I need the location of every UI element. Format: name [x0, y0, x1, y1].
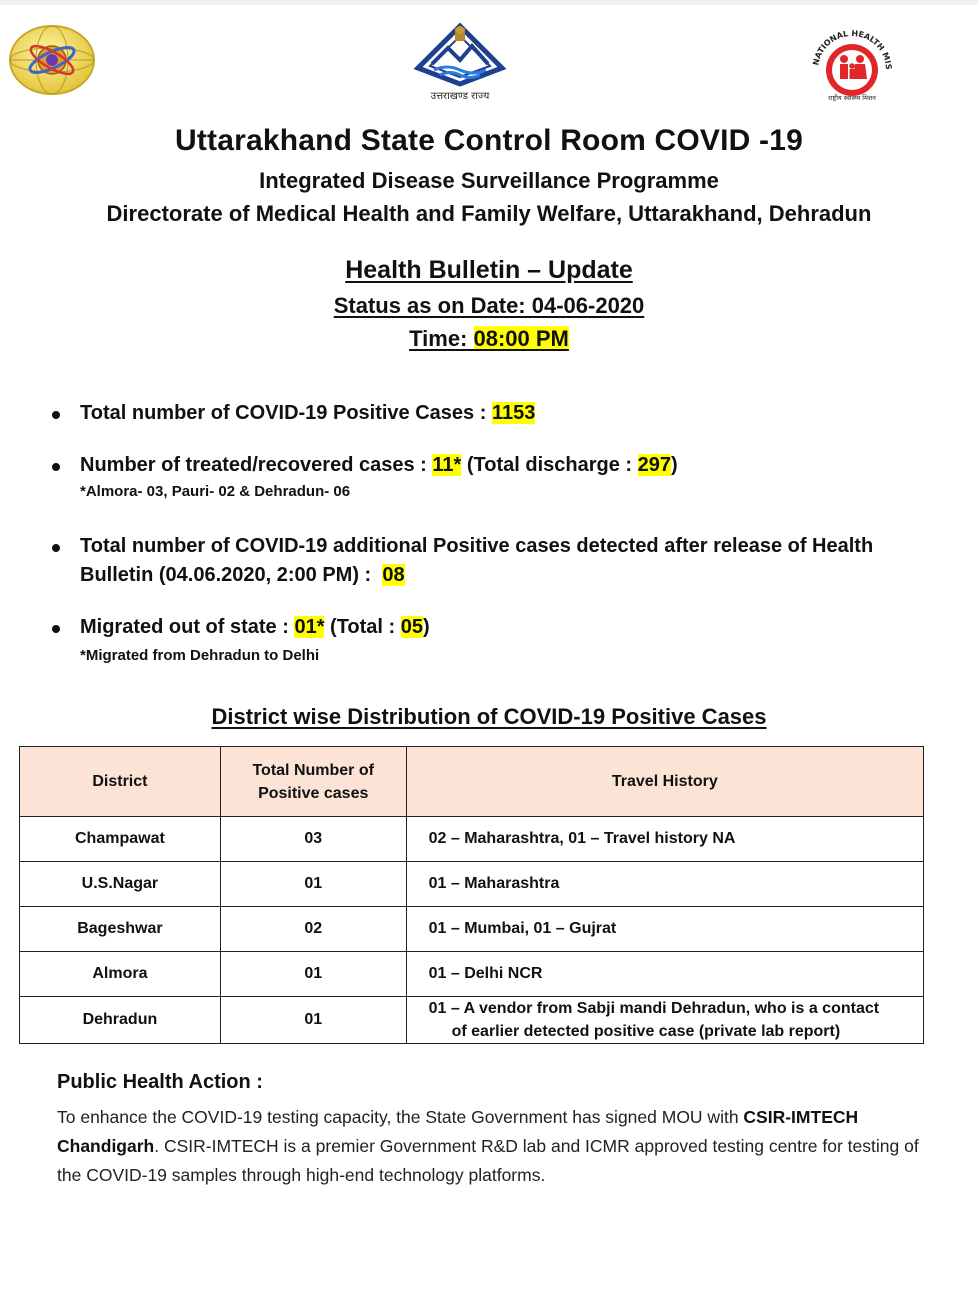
cell-district: U.S.Nagar: [20, 862, 221, 907]
state-caption: उत्तराखण्ड राज्य: [430, 91, 490, 102]
header-total: [220, 747, 406, 817]
stat-positive: [80, 402, 535, 425]
bullet-icon: [52, 544, 60, 552]
stat-positive-label: Total number of COVID-19 Positive Cases :: [80, 402, 492, 424]
nhm-emblem-icon: [804, 26, 900, 102]
header-travel: Travel History: [406, 747, 923, 817]
bulletin-time: [0, 326, 978, 352]
cell-count: 03: [220, 817, 406, 862]
stat-migrated: [80, 616, 430, 639]
public-health-text-bold: CSIR-IMTECH Chandigarh: [57, 1107, 859, 1156]
stat-discharge-close: ): [671, 454, 678, 476]
stat-discharge-value: 297: [637, 454, 672, 476]
bulletin-heading: [0, 256, 978, 285]
table-row: [20, 862, 924, 907]
table-header-row: [20, 747, 924, 817]
stat-additional-label: Bulletin (04.06.2020, 2:00 PM) :: [80, 564, 383, 586]
cell-travel: 01 – Delhi NCR: [406, 952, 923, 997]
nhm-caption: राष्ट्रीय स्वास्थ्य मिशन: [828, 94, 876, 102]
stat-migrated-label: Migrated out of state :: [80, 616, 295, 638]
stat-migrated-close: ): [423, 616, 430, 638]
district-table: [19, 746, 924, 1044]
globe-emblem-icon: [8, 24, 96, 96]
bulletin-heading-text: Health Bulletin – Update: [345, 256, 633, 284]
cell-district: Champawat: [20, 817, 221, 862]
public-health-text-part1: To enhance the COVID-19 testing capacity, the State Government has signed MOU with: [57, 1107, 744, 1127]
table-row: [20, 997, 924, 1044]
table-row: [20, 817, 924, 862]
stat-recovered: [80, 454, 678, 477]
bulletin-status-text: Status as on Date: 04-06-2020: [333, 293, 645, 318]
bullet-icon: [52, 625, 60, 633]
cell-travel: 01 – Maharashtra: [406, 862, 923, 907]
table-title: [0, 704, 978, 730]
stat-additional-value: 08: [382, 564, 405, 586]
state-emblem-icon: [410, 22, 510, 102]
table-row: [20, 952, 924, 997]
bulletin-time-label: Time:: [409, 326, 474, 351]
stat-recovered-label: Number of treated/recovered cases :: [80, 454, 433, 476]
cell-district: Dehradun: [20, 997, 221, 1044]
stat-recovered-value: 11*: [432, 454, 462, 476]
header-total-line2: Positive cases: [258, 784, 369, 802]
public-health-text: [57, 1103, 927, 1190]
nhm-logo: [804, 26, 900, 102]
uttarakhand-logo: [410, 22, 510, 102]
cell-travel: [406, 997, 923, 1044]
bulletin-time-value: 08:00 PM: [473, 326, 569, 351]
stat-migrated-value: 01*: [294, 616, 325, 638]
nhm-ring-text: NATIONAL HEALTH MIS: [811, 28, 894, 70]
public-health-text-part2: . CSIR-IMTECH is a premier Government R&D lab and ICMR approved testing centre for testing of the COVID-19 samples through high-end technology platforms.: [57, 1136, 919, 1185]
table-title-text: District wise Distribution of COVID-19 Positive Cases: [211, 704, 767, 729]
stat-migrated-total-label: (Total :: [324, 616, 401, 638]
cell-count: 01: [220, 862, 406, 907]
bulletin-status: [0, 293, 978, 319]
top-border: [0, 0, 978, 5]
stat-discharge-label: (Total discharge :: [461, 454, 638, 476]
cell-travel-line1: 01 – A vendor from Sabji mandi Dehradun, who is a contact: [428, 1000, 880, 1017]
bullet-icon: [52, 411, 60, 419]
cell-count: 01: [220, 952, 406, 997]
table-row: [20, 907, 924, 952]
directorate-name: Directorate of Medical Health and Family Welfare, Uttarakhand, Dehradun: [106, 201, 872, 226]
header-total-line1: Total Number of: [252, 761, 374, 779]
cell-district: Bageshwar: [20, 907, 221, 952]
stat-additional-line1: Total number of COVID-19 additional Positive cases detected after release of Health: [80, 535, 874, 557]
programme-name: Integrated Disease Surveillance Programme: [259, 168, 719, 193]
bullet-icon: [52, 463, 60, 471]
stat-positive-value: 1153: [491, 402, 536, 424]
stat-migrated-total-value: 05: [400, 616, 424, 638]
idsp-logo: [8, 24, 96, 96]
page-title: Uttarakhand State Control Room COVID -19: [174, 124, 804, 157]
public-health-title: Public Health Action :: [57, 1071, 263, 1093]
stat-additional: [80, 564, 405, 587]
cell-travel-line2: of earlier detected positive case (private lab report): [451, 1023, 841, 1040]
cell-travel: 01 – Mumbai, 01 – Gujrat: [406, 907, 923, 952]
cell-district: Almora: [20, 952, 221, 997]
migrated-note: *Migrated from Dehradun to Delhi: [80, 647, 320, 664]
recovered-note: *Almora- 03, Pauri- 02 & Dehradun- 06: [80, 483, 351, 500]
header-district: District: [20, 747, 221, 817]
cell-count: 02: [220, 907, 406, 952]
cell-count: 01: [220, 997, 406, 1044]
cell-travel: 02 – Maharashtra, 01 – Travel history NA: [406, 817, 923, 862]
